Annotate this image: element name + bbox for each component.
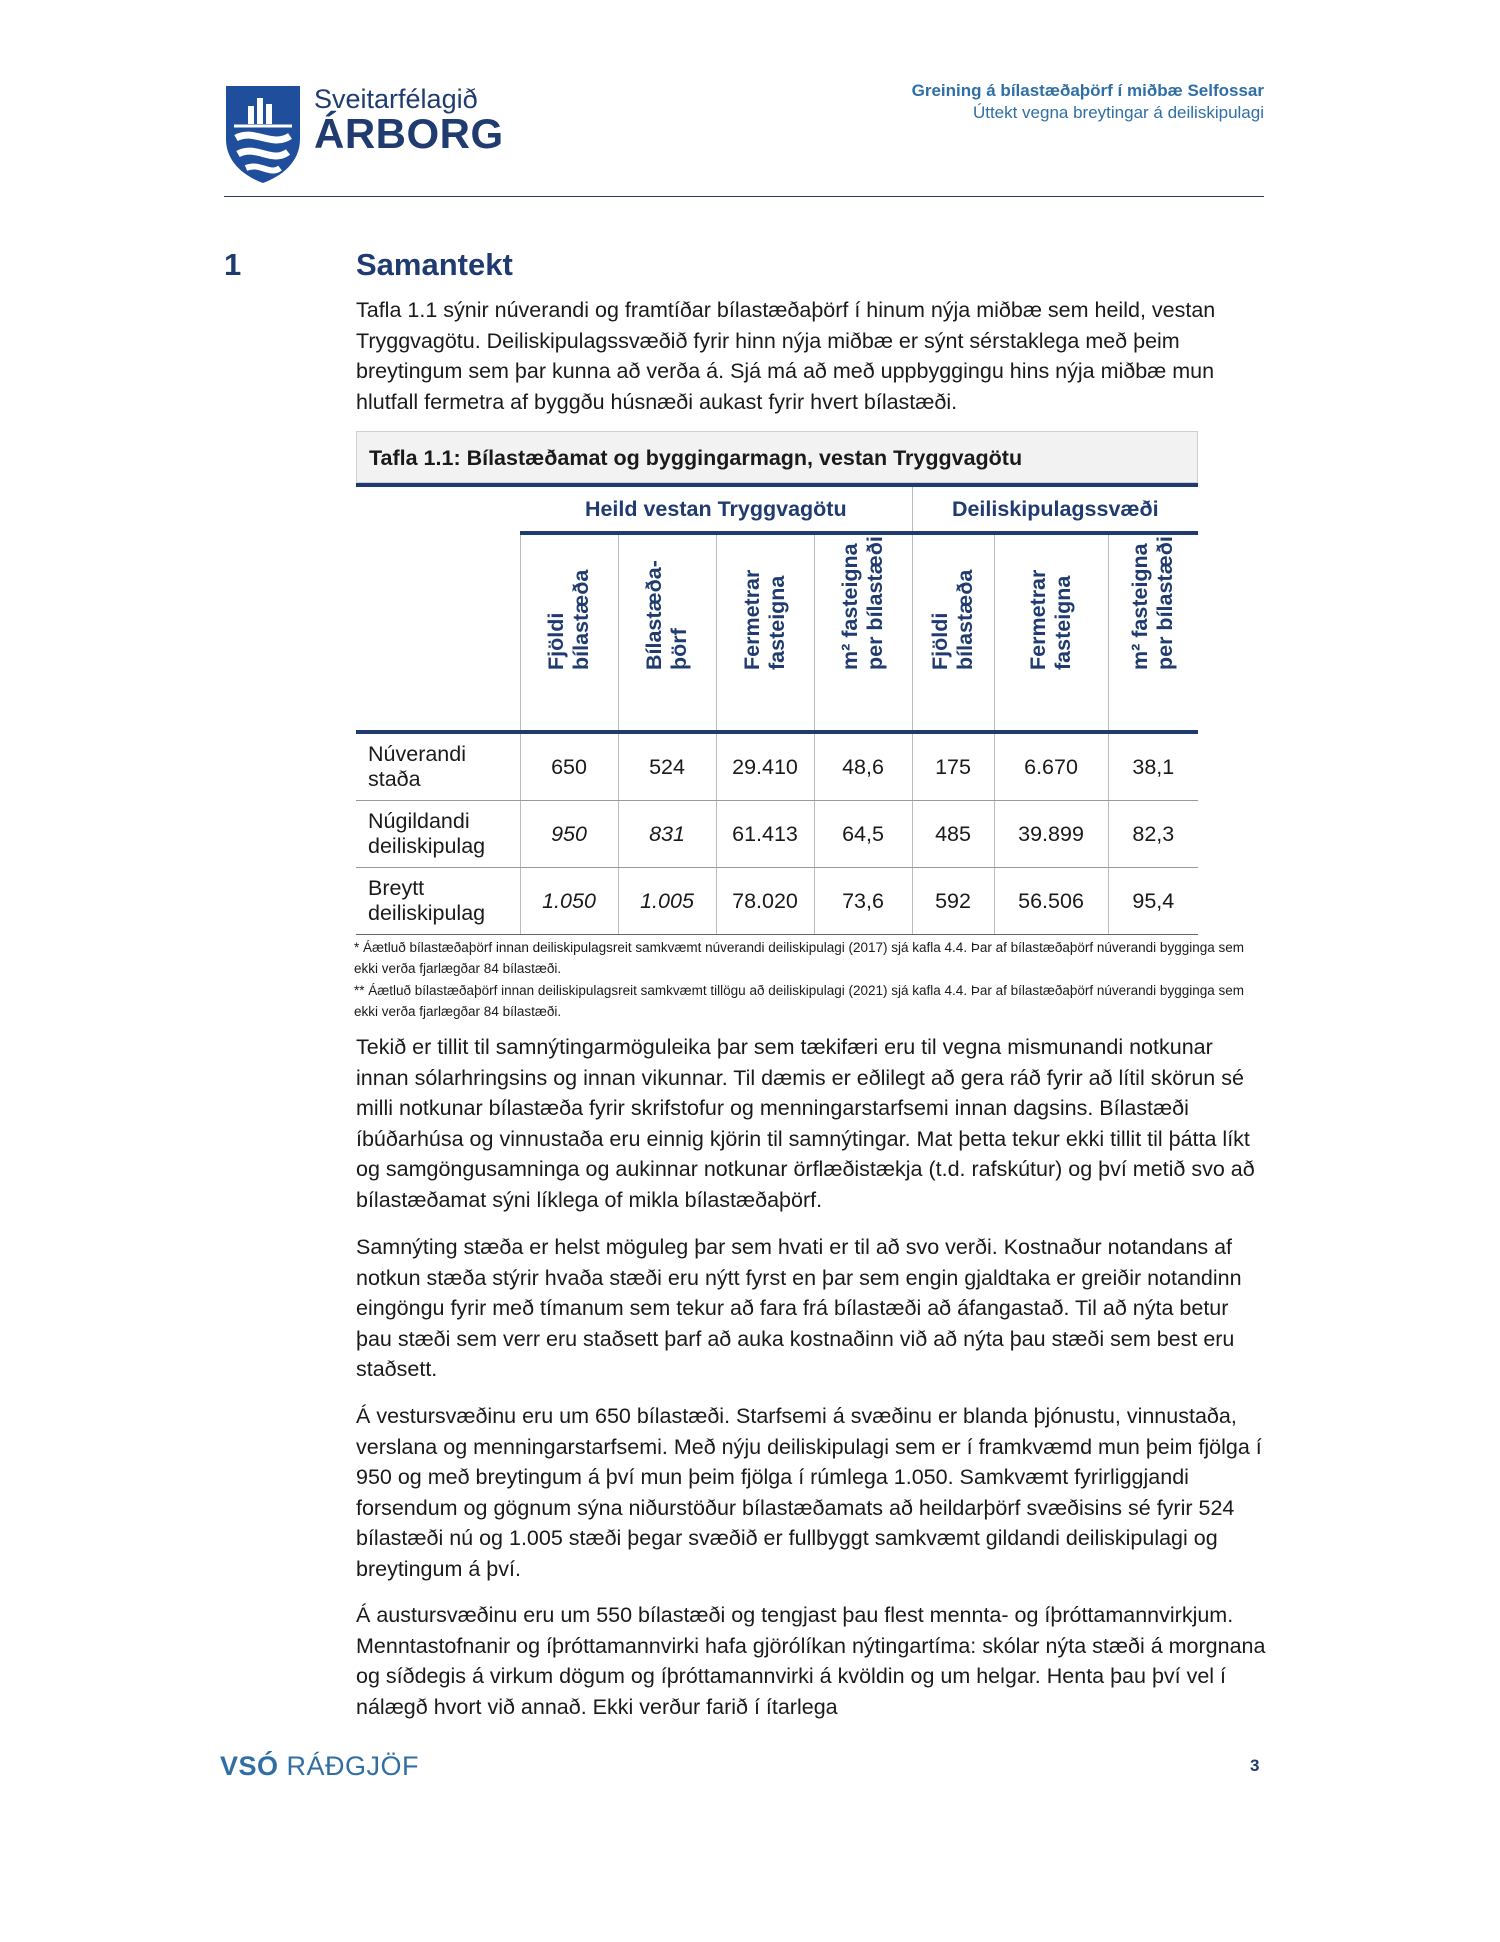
arborg-crest-icon	[224, 84, 302, 184]
column-header-line: per bílastæði	[1153, 536, 1178, 670]
parking-table	[356, 431, 1198, 935]
column-header-line: fasteigna	[765, 575, 789, 670]
table-cell: 73,6	[814, 868, 912, 935]
table-cell: 524	[618, 732, 716, 801]
table-row	[356, 801, 1198, 868]
table-cell: 592	[912, 868, 994, 935]
column-header-line: Fermetrar	[1026, 569, 1051, 670]
body-paragraph: Tekið er tillit til samnýtingarmöguleika þar sem tækifæri eru til vegna mismunandi notkunar innan sólarhringsins og innan vikunnar. Til dæmis er eðlilegt að gera ráð fyrir að lítil skörun sé milli notkunar bílastæða fyrir skrifstofur og menningarstarfsemi innan dagsins. Bílastæði íbúðarhúsa og vinnustaða eru einnig kjörin til samnýtingar. Mat þetta tekur ekki tillit til þátta líkt og samgöngusamninga og aukinnar notkunar örflæðistækja (t.d. rafskútur) og því metið svo að bílastæðamat sýni líklega of mikla bílastæðaþörf.	[356, 1035, 1255, 1212]
footer-brand-light: RÁÐGJÖF	[286, 1751, 420, 1781]
column-header-line: bílastæða	[953, 569, 978, 670]
table-cell: 175	[912, 732, 994, 801]
page-number: 3	[1250, 1756, 1260, 1775]
table-cell: 56.506	[994, 868, 1108, 935]
section-title: Samantekt	[356, 247, 513, 282]
arborg-logo	[224, 84, 504, 184]
table-cell: 1.050	[520, 868, 618, 935]
column-header-line: fasteigna	[1051, 575, 1076, 670]
column-header-line: per bílastæði	[863, 536, 888, 670]
group-header-west: Heild vestan Tryggvagötu	[520, 485, 912, 533]
table-cell: 61.413	[716, 801, 814, 868]
logo-text-arborg: ÁRBORG	[314, 110, 504, 157]
running-header	[912, 80, 1264, 124]
column-header	[814, 533, 912, 732]
table-caption: Tafla 1.1: Bílastæðamat og byggingarmagn, vestan Tryggvagötu	[356, 431, 1198, 483]
table-cell: 39.899	[994, 801, 1108, 868]
column-header-line: m² fasteigna	[838, 543, 863, 670]
table-cell: 950	[520, 801, 618, 868]
row-label: Breytt deiliskipulag	[356, 868, 520, 935]
column-header-line: m² fasteigna	[1128, 543, 1153, 670]
row-label: Núverandi staða	[356, 732, 520, 801]
table-cell: 6.670	[994, 732, 1108, 801]
section-number: 1	[224, 247, 242, 282]
header-title: Greining á bílastæðaþörf í miðbæ Selfossar	[911, 81, 1264, 100]
row-header-blank	[356, 533, 520, 732]
footer-brand-bold: VSÓ	[220, 1751, 279, 1781]
table-cell: 48,6	[814, 732, 912, 801]
column-header	[1108, 533, 1198, 732]
table-cell: 29.410	[716, 732, 814, 801]
column-header-line: Fermetrar	[740, 569, 764, 670]
column-header-line: Bílastæða-	[642, 560, 666, 670]
column-header	[716, 533, 814, 732]
table-cell: 78.020	[716, 868, 814, 935]
column-header-line: þörf	[667, 628, 691, 670]
column-header-line: Fjöldi	[544, 612, 568, 670]
footer-brand-logo	[220, 1751, 419, 1782]
body-paragraph: Á austursvæðinu eru um 550 bílastæði og tengjast þau flest mennta- og íþróttamannvirkjum. Menntastofnanir og íþróttamannvirki hafa gjörólíkan nýtingartíma: skólar nýta stæði á morgnana og síðdegis á virkum dögum og íþróttamannvirki á kvöldin og um helgar. Henta þau því vel í nálægð hvort við annað. Ekki verður farið í ítarlega	[356, 1603, 1266, 1719]
column-header	[520, 533, 618, 732]
header-subtitle: Úttekt vegna breytingar á deiliskipulagi	[972, 103, 1264, 122]
table-footnote-1: * Áætluð bílastæðaþörf innan deiliskipulagsreit samkvæmt núverandi deiliskipulagi (2017) sjá kafla 4.4. Þar af bílastæðaþörf núverandi bygginga sem ekki verða fjarlægðar 84 bílastæði.	[354, 940, 1244, 976]
table-grid	[356, 483, 1198, 935]
body-paragraph: Á vestursvæðinu eru um 650 bílastæði. Starfsemi á svæðinu er blanda þjónustu, vinnustaða, verslana og menningarstarfsemi. Með nýju deiliskipulagi sem er í framkvæmd mun þeim fjölga í 950 og með breytingum á því mun þeim fjölga í rúmlega 1.050. Samkvæmt fyrirliggjandi forsendum og gögnum sýna niðurstöður bílastæðamats að heildarþörf svæðisins sé fyrir 524 bílastæði nú og 1.005 stæði þegar svæðið er fullbyggt samkvæmt gildandi deiliskipulagi og breytingum á því.	[356, 1404, 1262, 1581]
table-row	[356, 868, 1198, 935]
table-cell: 485	[912, 801, 994, 868]
column-header-line: Fjöldi	[928, 612, 953, 670]
body-paragraph: Samnýting stæða er helst möguleg þar sem hvati er til að svo verði. Kostnaður notandans af notkun stæða stýrir hvaða stæði eru nýtt fyrst en þar sem engin gjaldtaka er greiðir notandinn eingöngu fyrir með tímanum sem tekur að fara frá bílastæði að áfangastað. Til að nýta betur þau stæði sem verr eru staðsett þarf að auka kostnaðinn við að nýta þau stæði sem best eru staðsett.	[356, 1235, 1242, 1381]
group-header-plan-area: Deiliskipulagssvæði	[912, 485, 1198, 533]
header-divider	[224, 196, 1264, 197]
column-header	[618, 533, 716, 732]
column-header-line: bílastæða	[569, 569, 593, 670]
table-row	[356, 732, 1198, 801]
table-cell: 38,1	[1108, 732, 1198, 801]
table-cell: 831	[618, 801, 716, 868]
table-cell: 95,4	[1108, 868, 1198, 935]
table-footnote-2: ** Áætluð bílastæðaþörf innan deiliskipulagsreit samkvæmt tillögu að deiliskipulagi (2021) sjá kafla 4.4. Þar af bílastæðaþörf núverandi bygginga sem ekki verða fjarlægðar 84 bílastæði.	[354, 983, 1244, 1019]
column-header	[994, 533, 1108, 732]
table-cell: 82,3	[1108, 801, 1198, 868]
logo-text-municipality: Sveitarfélagið	[314, 84, 478, 114]
table-cell: 64,5	[814, 801, 912, 868]
column-header	[912, 533, 994, 732]
row-label: Núgildandi deiliskipulag	[356, 801, 520, 868]
intro-paragraph: Tafla 1.1 sýnir núverandi og framtíðar bílastæðaþörf í hinum nýja miðbæ sem heild, vestan Tryggvagötu. Deiliskipulagssvæðið fyrir hinn nýja miðbæ er sýnt sérstaklega með þeim breytingum sem þar kunna að verða á. Sjá má að með uppbyggingu hins nýja miðbæ mun hlutfall fermetra af byggðu húsnæði aukast fyrir hvert bílastæði.	[356, 298, 1216, 414]
table-cell: 650	[520, 732, 618, 801]
table-corner	[356, 485, 520, 533]
table-cell: 1.005	[618, 868, 716, 935]
